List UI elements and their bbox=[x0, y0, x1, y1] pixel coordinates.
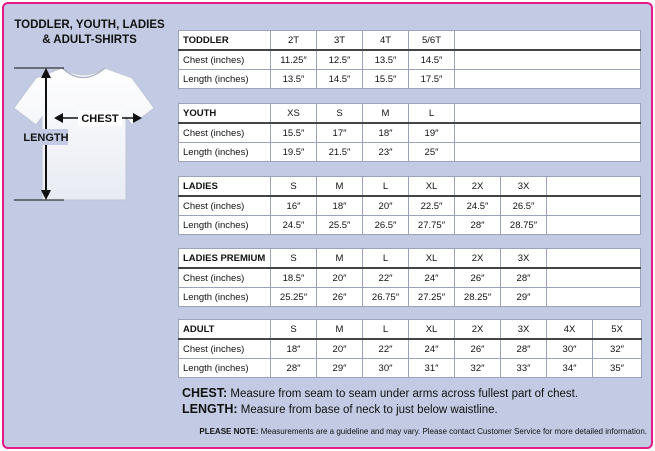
value-cell: 12.5″ bbox=[317, 50, 363, 70]
value-cell: 18.5″ bbox=[271, 268, 317, 288]
size-cell: 3T bbox=[317, 31, 363, 51]
please-note bbox=[4, 427, 647, 436]
value-cell: 18″ bbox=[271, 339, 317, 359]
value-cell: 22″ bbox=[363, 268, 409, 288]
toddler-table bbox=[178, 30, 641, 89]
length-note bbox=[182, 402, 578, 418]
value-cell: 24.5″ bbox=[455, 196, 501, 216]
size-cell: S bbox=[271, 249, 317, 269]
value-cell: 20″ bbox=[363, 196, 409, 216]
size-cell: 3X bbox=[501, 320, 547, 340]
value-cell: 28.25″ bbox=[455, 288, 501, 307]
value-cell: 35″ bbox=[593, 359, 642, 378]
row-label: Chest (inches) bbox=[179, 196, 271, 216]
length-row bbox=[179, 70, 641, 89]
ladies-premium-table bbox=[178, 248, 641, 307]
size-cell: M bbox=[317, 177, 363, 197]
size-cell: 3X bbox=[501, 249, 547, 269]
size-header-row bbox=[179, 320, 642, 340]
value-cell: 20″ bbox=[317, 339, 363, 359]
size-header-row bbox=[179, 177, 641, 197]
chest-row bbox=[179, 50, 641, 70]
value-cell: 20″ bbox=[317, 268, 363, 288]
value-cell: 25.5″ bbox=[317, 216, 363, 235]
value-cell: 27.25″ bbox=[409, 288, 455, 307]
length-row bbox=[179, 288, 641, 307]
youth-section bbox=[178, 103, 641, 162]
size-cell: L bbox=[363, 320, 409, 340]
measurement-notes bbox=[182, 386, 578, 418]
value-cell: 30″ bbox=[547, 339, 593, 359]
value-cell: 15.5″ bbox=[271, 123, 317, 143]
size-cell: S bbox=[271, 177, 317, 197]
value-cell: 25″ bbox=[409, 143, 455, 162]
chest-note bbox=[182, 386, 578, 402]
row-label: Chest (inches) bbox=[179, 268, 271, 288]
size-cell: XL bbox=[409, 320, 455, 340]
length-label: LENGTH bbox=[23, 132, 69, 144]
value-cell: 33″ bbox=[501, 359, 547, 378]
row-label: Length (inches) bbox=[179, 70, 271, 89]
value-cell: 13.5″ bbox=[271, 70, 317, 89]
size-cell: XL bbox=[409, 177, 455, 197]
ladies-premium-section bbox=[178, 248, 641, 307]
value-cell: 26.5″ bbox=[501, 196, 547, 216]
length-note-term: LENGTH: bbox=[182, 402, 238, 416]
chest-note-term: CHEST: bbox=[182, 386, 228, 400]
value-cell: 32″ bbox=[593, 339, 642, 359]
size-header-row bbox=[179, 249, 641, 269]
value-cell: 17″ bbox=[317, 123, 363, 143]
section-name: ADULT bbox=[179, 320, 271, 340]
size-cell: M bbox=[317, 249, 363, 269]
value-cell: 32″ bbox=[455, 359, 501, 378]
size-cell: 2T bbox=[271, 31, 317, 51]
size-cell: S bbox=[317, 104, 363, 124]
adult-table bbox=[178, 319, 642, 378]
length-row bbox=[179, 143, 641, 162]
value-cell: 22″ bbox=[363, 339, 409, 359]
size-cell: L bbox=[363, 177, 409, 197]
size-cell: 2X bbox=[455, 320, 501, 340]
toddler-section bbox=[178, 30, 641, 89]
value-cell: 19″ bbox=[409, 123, 455, 143]
value-cell: 28″ bbox=[501, 268, 547, 288]
value-cell: 26″ bbox=[455, 268, 501, 288]
row-label: Length (inches) bbox=[179, 288, 271, 307]
value-cell: 28″ bbox=[455, 216, 501, 235]
value-cell: 28″ bbox=[271, 359, 317, 378]
youth-table bbox=[178, 103, 641, 162]
tshirt-diagram bbox=[4, 4, 179, 219]
size-cell: M bbox=[363, 104, 409, 124]
row-label: Chest (inches) bbox=[179, 50, 271, 70]
value-cell: 30″ bbox=[363, 359, 409, 378]
size-cell: S bbox=[271, 320, 317, 340]
size-cell: XL bbox=[409, 249, 455, 269]
row-label: Length (inches) bbox=[179, 143, 271, 162]
value-cell: 26.5″ bbox=[363, 216, 409, 235]
size-header-row bbox=[179, 104, 641, 124]
size-chart-card bbox=[2, 2, 653, 449]
value-cell: 25.25″ bbox=[271, 288, 317, 307]
title-line-1: TODDLER, YOUTH, LADIES bbox=[14, 19, 165, 31]
value-cell: 14.5″ bbox=[409, 50, 455, 70]
value-cell: 11.25″ bbox=[271, 50, 317, 70]
value-cell: 16″ bbox=[271, 196, 317, 216]
value-cell: 22.5″ bbox=[409, 196, 455, 216]
value-cell: 29″ bbox=[317, 359, 363, 378]
length-note-text: Measure from base of neck to just below waistline. bbox=[240, 404, 498, 416]
length-row bbox=[179, 216, 641, 235]
please-note-text: Measurements are a guideline and may vary. Please contact Customer Service for more detailed information. bbox=[260, 427, 647, 436]
value-cell: 29″ bbox=[501, 288, 547, 307]
value-cell: 14.5″ bbox=[317, 70, 363, 89]
size-cell: 4T bbox=[363, 31, 409, 51]
row-label: Chest (inches) bbox=[179, 123, 271, 143]
size-cell: 5X bbox=[593, 320, 642, 340]
value-cell: 15.5″ bbox=[363, 70, 409, 89]
value-cell: 26.75″ bbox=[363, 288, 409, 307]
value-cell: 27.75″ bbox=[409, 216, 455, 235]
value-cell: 24.5″ bbox=[271, 216, 317, 235]
value-cell: 34″ bbox=[547, 359, 593, 378]
chest-row bbox=[179, 268, 641, 288]
value-cell: 26″ bbox=[317, 288, 363, 307]
value-cell: 13.5″ bbox=[363, 50, 409, 70]
row-label: Length (inches) bbox=[179, 359, 271, 378]
size-cell: 4X bbox=[547, 320, 593, 340]
please-note-label: PLEASE NOTE: bbox=[199, 427, 259, 436]
section-name: LADIES bbox=[179, 177, 271, 197]
value-cell: 18″ bbox=[363, 123, 409, 143]
value-cell: 31″ bbox=[409, 359, 455, 378]
value-cell: 26″ bbox=[455, 339, 501, 359]
value-cell: 17.5″ bbox=[409, 70, 455, 89]
section-name: YOUTH bbox=[179, 104, 271, 124]
title-line-2: & ADULT-SHIRTS bbox=[42, 34, 137, 46]
size-cell: 3X bbox=[501, 177, 547, 197]
chest-row bbox=[179, 123, 641, 143]
chest-note-text: Measure from seam to seam under arms across fullest part of chest. bbox=[230, 388, 579, 400]
length-row bbox=[179, 359, 642, 378]
size-cell: L bbox=[409, 104, 455, 124]
chest-row bbox=[179, 196, 641, 216]
value-cell: 24″ bbox=[409, 268, 455, 288]
chest-label: CHEST bbox=[81, 113, 119, 125]
section-name: LADIES PREMIUM bbox=[179, 249, 271, 269]
size-header-row bbox=[179, 31, 641, 51]
section-name: TODDLER bbox=[179, 31, 271, 51]
row-label: Chest (inches) bbox=[179, 339, 271, 359]
value-cell: 18″ bbox=[317, 196, 363, 216]
adult-section bbox=[178, 319, 642, 378]
value-cell: 19.5″ bbox=[271, 143, 317, 162]
size-cell: M bbox=[317, 320, 363, 340]
chest-row bbox=[179, 339, 642, 359]
value-cell: 28.75″ bbox=[501, 216, 547, 235]
ladies-section bbox=[178, 176, 641, 235]
size-cell: 2X bbox=[455, 177, 501, 197]
value-cell: 28″ bbox=[501, 339, 547, 359]
size-cell: 2X bbox=[455, 249, 501, 269]
size-cell: 5/6T bbox=[409, 31, 455, 51]
value-cell: 23″ bbox=[363, 143, 409, 162]
ladies-table bbox=[178, 176, 641, 235]
size-cell: XS bbox=[271, 104, 317, 124]
value-cell: 21.5″ bbox=[317, 143, 363, 162]
value-cell: 24″ bbox=[409, 339, 455, 359]
row-label: Length (inches) bbox=[179, 216, 271, 235]
size-cell: L bbox=[363, 249, 409, 269]
